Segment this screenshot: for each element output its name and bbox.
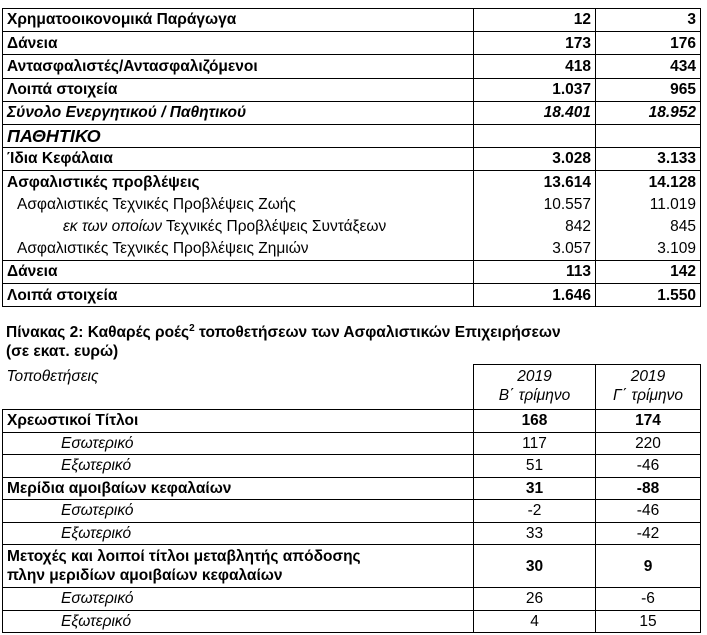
row-label-italic: εκ των οποίων — [63, 218, 163, 236]
value-cell: 18.401 — [474, 101, 596, 124]
value-cell: 3.133 — [596, 148, 701, 171]
value-cell: 26 — [474, 588, 596, 611]
table-row — [3, 522, 701, 545]
balance-sheet-table — [2, 8, 701, 307]
row-label: Μερίδια αμοιβαίων κεφαλαίων — [3, 477, 474, 500]
caption-line-2: (σε εκατ. ευρώ) — [6, 343, 119, 360]
value-cell: 1.037 — [474, 78, 596, 101]
table-row — [3, 500, 701, 523]
caption-line-1 — [6, 323, 701, 342]
value-cell: 117 — [474, 432, 596, 455]
header-quarter: Γ΄ τρίμηνο — [613, 387, 683, 404]
value-cell: -88 — [596, 477, 701, 500]
value-cell: 11.019 — [596, 194, 701, 216]
value-cell: 9 — [596, 545, 701, 588]
header-quarter: Β΄ τρίμηνο — [498, 387, 571, 404]
header-row — [3, 365, 701, 410]
value-cell: 1.550 — [596, 284, 701, 307]
row-label: Εσωτερικό — [3, 588, 474, 611]
value-cell: 842 — [474, 216, 596, 238]
table-row — [3, 78, 701, 101]
value-cell: 1.646 — [474, 284, 596, 307]
value-cell: 18.952 — [596, 101, 701, 124]
row-label: Λοιπά στοιχεία — [3, 284, 474, 307]
value-cell: 3.057 — [474, 238, 596, 261]
row-label: Χρεωστικοί Τίτλοι — [3, 410, 474, 433]
table-row — [3, 410, 701, 433]
row-label: Δάνεια — [3, 261, 474, 284]
row-label: Εσωτερικό — [3, 500, 474, 523]
value-cell: 434 — [596, 55, 701, 78]
value-cell: 965 — [596, 78, 701, 101]
column-header-q2 — [474, 365, 596, 410]
value-cell: 174 — [596, 410, 701, 433]
caption-text-rest: τοποθετήσεων των Ασφαλιστικών Επιχειρήσεων — [194, 324, 561, 341]
investment-flows-table — [2, 364, 701, 633]
footnote-marker: 2 — [189, 322, 195, 334]
value-cell: 113 — [474, 261, 596, 284]
table-row — [3, 194, 701, 216]
row-label: Εσωτερικό — [3, 432, 474, 455]
caption-text: Πίνακας 2: Καθαρές ροές — [6, 324, 190, 341]
table-row — [3, 588, 701, 611]
table-row — [3, 171, 701, 194]
table-row — [3, 238, 701, 261]
value-cell: 51 — [474, 455, 596, 478]
table-caption — [6, 323, 701, 361]
row-label: Χρηματοοικονομικά Παράγωγα — [3, 9, 474, 32]
section-heading-row — [3, 124, 701, 147]
row-label-rest: Τεχνικές Προβλέψεις Συντάξεων — [162, 218, 387, 236]
value-cell: 176 — [596, 32, 701, 55]
column-header-q3 — [596, 365, 701, 410]
row-label: Ασφαλιστικές Τεχνικές Προβλέψεις Ζωής — [3, 194, 474, 216]
value-cell: -42 — [596, 522, 701, 545]
row-label-line-2: πλην μεριδίων αμοιβαίων κεφαλαίων — [7, 567, 283, 584]
value-cell: 12 — [474, 9, 596, 32]
table-row — [3, 216, 701, 238]
table-row — [3, 477, 701, 500]
row-label: Ίδια Κεφάλαια — [3, 148, 474, 171]
row-label: Εξωτερικό — [3, 610, 474, 633]
value-cell: 10.557 — [474, 194, 596, 216]
value-cell — [596, 124, 701, 147]
table-row — [3, 9, 701, 32]
value-cell: -6 — [596, 588, 701, 611]
row-label: Εξωτερικό — [3, 522, 474, 545]
section-heading: ΠΑΘΗΤΙΚΟ — [3, 124, 474, 147]
value-cell: 14.128 — [596, 171, 701, 194]
row-label-line-1: Μετοχές και λοιποί τίτλοι μεταβλητής απόδοσης — [7, 548, 361, 565]
table-row — [3, 455, 701, 478]
row-label: Ασφαλιστικές προβλέψεις — [3, 171, 474, 194]
row-label: Αντασφαλιστές/Αντασφαλιζόμενοι — [3, 55, 474, 78]
value-cell: 142 — [596, 261, 701, 284]
table-row — [3, 55, 701, 78]
value-cell: 3 — [596, 9, 701, 32]
value-cell: -46 — [596, 455, 701, 478]
table-row — [3, 261, 701, 284]
value-cell: 173 — [474, 32, 596, 55]
table-row — [3, 148, 701, 171]
value-cell: 168 — [474, 410, 596, 433]
value-cell: 30 — [474, 545, 596, 588]
value-cell: 845 — [596, 216, 701, 238]
value-cell: -2 — [474, 500, 596, 523]
value-cell: 3.028 — [474, 148, 596, 171]
value-cell: 220 — [596, 432, 701, 455]
total-row — [3, 101, 701, 124]
table-row — [3, 284, 701, 307]
table-row — [3, 32, 701, 55]
value-cell: 31 — [474, 477, 596, 500]
header-year: 2019 — [630, 368, 666, 385]
table-row — [3, 432, 701, 455]
value-cell: 15 — [596, 610, 701, 633]
value-cell: 4 — [474, 610, 596, 633]
value-cell: 33 — [474, 522, 596, 545]
value-cell: 3.109 — [596, 238, 701, 261]
column-header-label: Τοποθετήσεις — [3, 365, 474, 410]
table-row — [3, 545, 701, 588]
row-label: Σύνολο Ενεργητικού / Παθητικού — [3, 101, 474, 124]
row-label — [3, 545, 474, 588]
header-year: 2019 — [517, 368, 552, 385]
value-cell: 13.614 — [474, 171, 596, 194]
row-label: Εξωτερικό — [3, 455, 474, 478]
row-label: Ασφαλιστικές Τεχνικές Προβλέψεις Ζημιών — [3, 238, 474, 261]
row-label — [3, 216, 474, 238]
value-cell — [474, 124, 596, 147]
value-cell: -46 — [596, 500, 701, 523]
table-row — [3, 610, 701, 633]
row-label: Δάνεια — [3, 32, 474, 55]
value-cell: 418 — [474, 55, 596, 78]
row-label: Λοιπά στοιχεία — [3, 78, 474, 101]
